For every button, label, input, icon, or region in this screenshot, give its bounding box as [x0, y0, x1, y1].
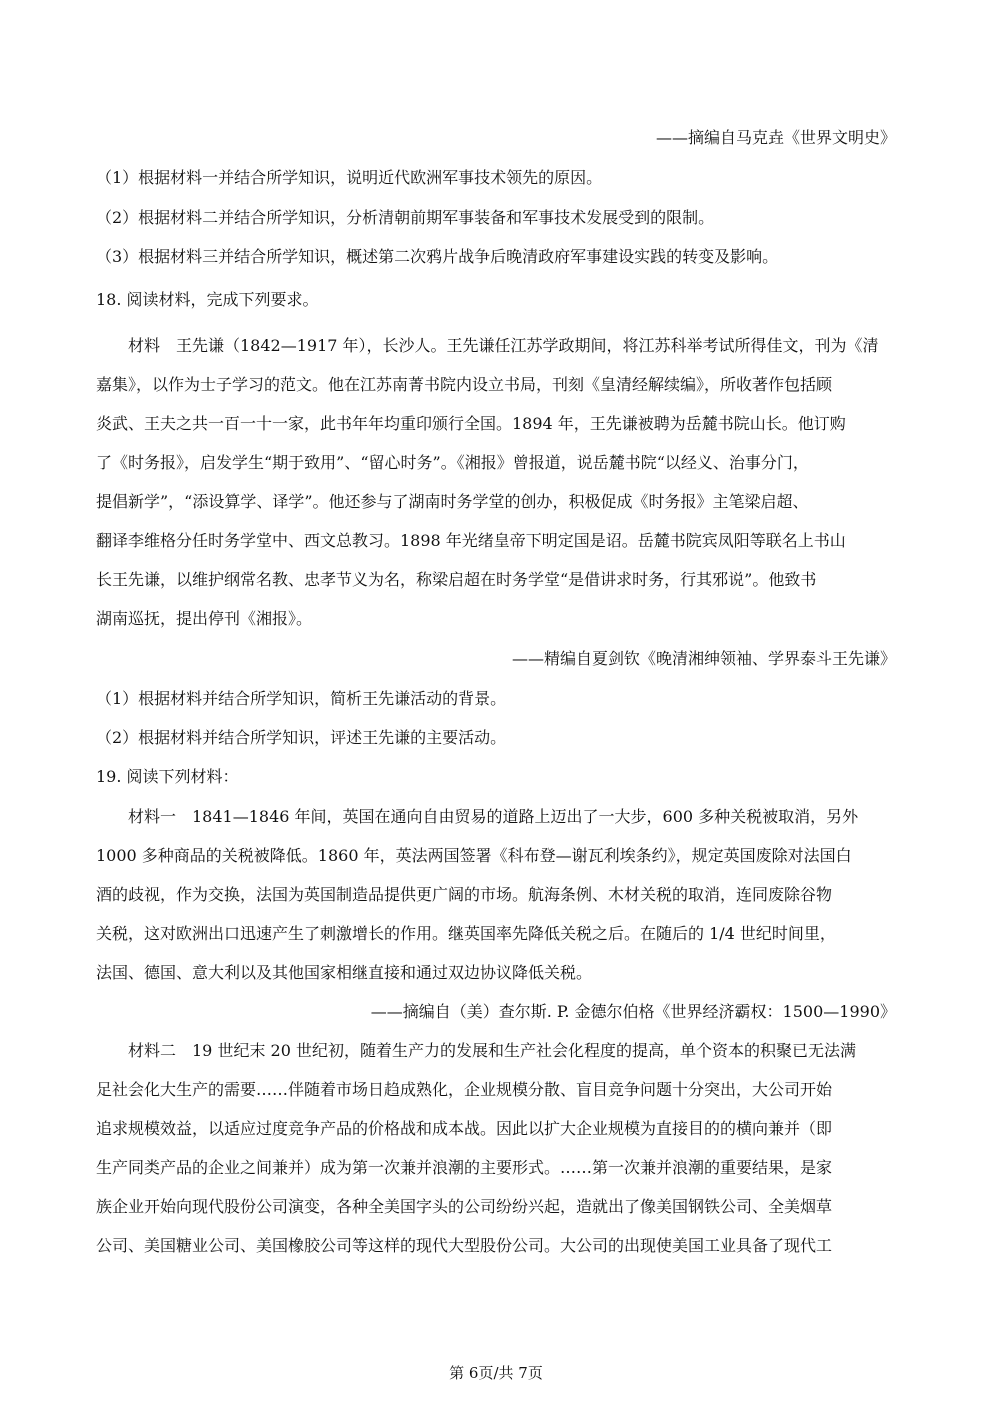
q19-material2-line: 公司、美国糖业公司、美国橡胶公司等这样的现代大型股份公司。大公司的出现使美国工业具备了现代工 [96, 1236, 833, 1255]
q19-material2-line: 追求规模效益，以适应过度竞争产品的价格战和成本战。因此以扩大企业规模为直接目的的横向兼并（即 [96, 1119, 833, 1138]
q18-material-line: 了《时务报》，启发学生“期于致用”、“留心时务”。《湘报》曾报道，说岳麓书院“以经义、治事分门， [96, 453, 809, 472]
q19-material1-line: 法国、德国、意大利以及其他国家相继直接和通过双边协议降低关税。 [96, 963, 593, 982]
q19-material1-line: 1000 多种商品的关税被降低。1860 年，英法两国签署《科布登—谢瓦利埃条约》，规定英国废除对法国白 [96, 846, 852, 865]
q19-material2-line: 族企业开始向现代股份公司演变，各种全美国字头的公司纷纷兴起，造就出了像美国钢铁公司、全美烟草 [96, 1197, 833, 1216]
page-number: 第 6页/共 7页 [449, 1364, 543, 1382]
q18-material-line: 炎武、王夫之共一百一十一家，此书年年均重印颁行全国。1894 年，王先谦被聘为岳麓书院山长。他订购 [96, 414, 846, 433]
q18-material-line: 长王先谦，以维护纲常名教、忠孝节义为名，称梁启超在时务学堂“是借讲求时务，行其邪说”。他致书 [96, 570, 817, 589]
q17-question-2: （2）根据材料二并结合所学知识，分析清朝前期军事装备和军事技术发展受到的限制。 [96, 208, 715, 227]
q18-material-line: 提倡新学”，“添设算学、译学”。他还参与了湖南时务学堂的创办，积极促成《时务报》主笔梁启超、 [96, 492, 809, 511]
q19-material2-line: 生产同类产品的企业之间兼并）成为第一次兼并浪潮的主要形式。……第一次兼并浪潮的重要结果，是家 [96, 1158, 833, 1177]
q18-material-line: 湖南巡抚，提出停刊《湘报》。 [96, 609, 313, 628]
q19-material2-line: 足社会化大生产的需要……伴随着市场日趋成熟化，企业规模分散、盲目竞争问题十分突出，大公司开始 [96, 1080, 833, 1099]
q18-source: ——精编自夏剑钦《晚清湘绅领袖、学界泰斗王先谦》 [511, 649, 896, 668]
q17-source: ——摘编自马克垚《世界文明史》 [655, 128, 896, 147]
q18-material-line: 嘉集》，以作为士子学习的范文。他在江苏南菁书院内设立书局，刊刻《皇清经解续编》，所收著作包括顾 [96, 375, 833, 394]
q19-material1-line: 酒的歧视，作为交换，法国为英国制造品提供更广阔的市场。航海条例、木材关税的取消，连同废除谷物 [96, 885, 833, 904]
q17-question-1: （1）根据材料一并结合所学知识，说明近代欧洲军事技术领先的原因。 [96, 168, 603, 187]
q18-question-1: （1）根据材料并结合所学知识，简析王先谦活动的背景。 [96, 689, 507, 708]
q18-question-2: （2）根据材料并结合所学知识，评述王先谦的主要活动。 [96, 728, 507, 747]
q18-material-line: 材料 王先谦（1842—1917 年），长沙人。王先谦任江苏学政期间，将江苏科举考试所得佳文，刊为《清 [128, 336, 879, 355]
q19-source-1: ——摘编自（美）查尔斯. P. 金德尔伯格《世界经济霸权：1500—1990》 [370, 1002, 896, 1021]
q19-material2-line: 材料二 19 世纪末 20 世纪初，随着生产力的发展和生产社会化程度的提高，单个资本的积聚已无法满 [128, 1041, 856, 1060]
q17-question-3: （3）根据材料三并结合所学知识，概述第二次鸦片战争后晚清政府军事建设实践的转变及影响。 [96, 247, 779, 266]
q19-material1-line: 关税，这对欧洲出口迅速产生了刺激增长的作用。继英国率先降低关税之后。在随后的 1/4 世纪时间里， [96, 924, 836, 943]
q19-heading: 19. 阅读下列材料： [96, 767, 239, 786]
q18-material-line: 翻译李维格分任时务学堂中、西文总教习。1898 年光绪皇帝下明定国是诏。岳麓书院宾凤阳等联名上书山 [96, 531, 846, 550]
q18-heading: 18. 阅读材料，完成下列要求。 [96, 290, 319, 309]
q19-material1-line: 材料一 1841—1846 年间，英国在通向自由贸易的道路上迈出了一大步，600 多种关税被取消，另外 [128, 807, 859, 826]
